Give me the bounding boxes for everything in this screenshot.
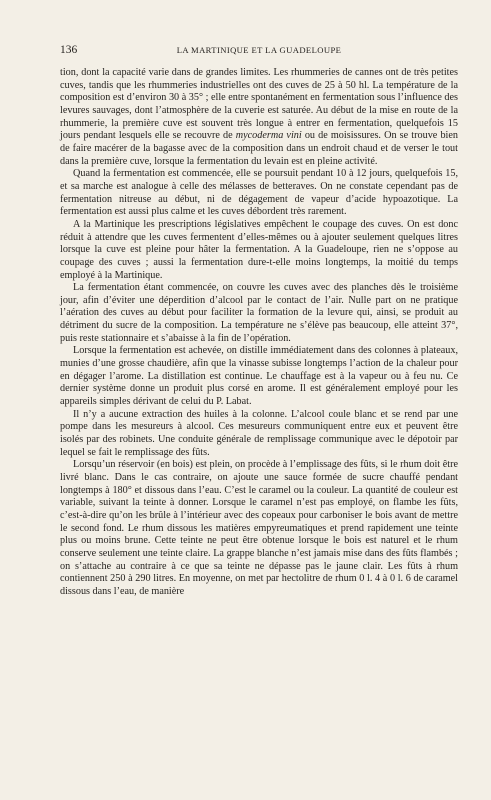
paragraph bbox=[60, 345, 458, 408]
paragraph bbox=[60, 219, 458, 282]
text-run: A la Martinique les prescriptions législatives empêchent le coupage des cuves. On est donc réduit à attendre que les cuves fermentent d’elles-mêmes ou à ajouter seulement quelques litres lorsque la cuve est pleine pour hâter la fermentation. A la Guadeloupe, rien ne s’oppose au coupage des cuves ; aussi la fermentation dure-t-elle moins longtemps, la moitié du temps employé à la Martinique. bbox=[60, 218, 458, 281]
italic-term: mycoderma vini bbox=[235, 130, 302, 142]
paragraph bbox=[60, 409, 458, 460]
running-title: LA MARTINIQUE ET LA GUADELOUPE bbox=[176, 45, 342, 55]
paragraph bbox=[60, 282, 458, 345]
text-run: La fermentation étant commencée, on couvre les cuves avec des planches dès le troisième jour, afin d’éviter une déperdition d’alcool par le contact de l’air. Nulle part on ne pratique l’aération des cuves au début pour faciliter la formation de la levure qui, ainsi, se produit au détriment du sucre de la composition. La température ne s’élève pas beaucoup, elle atteint 37°, puis reste stationnaire et s’abaisse à la fin de l’opération. bbox=[60, 282, 458, 344]
paragraph bbox=[60, 459, 458, 598]
page-number: 136 bbox=[60, 44, 78, 56]
text-run: Il n’y a aucune extraction des huiles à la colonne. L’alcool coule blanc et se rend par une pompe dans les mesureurs à alcool. Ces mesureurs communiquent entre eux et peuvent être isolés par des robinets. Une conduite générale de remplissage communique avec le dépotoir par lequel se fait le remplissage des fûts. bbox=[60, 408, 458, 458]
text-run: Lorsque la fermentation est achevée, on distille immédiatement dans des colonnes à plateaux, munies d’une grosse chaudière, afin que la vinasse subisse longtemps l’action de la chaleur pour en dégager l’arome. La distillation est continue. Le chauffage est à la vapeur ou à feu nu. Ce dernier système donne un produit plus corsé en arome. Il est généralement employé pour les appareils simples dérivant de celui du P. Labat. bbox=[60, 345, 458, 408]
body-text bbox=[60, 67, 458, 599]
text-run: Lorsqu’un réservoir (en bois) est plein, on procède à l’emplissage des fûts, si le rhum doit être livré blanc. Dans le cas contraire, on ajoute une sauce formée de sucre chauffé pendant longtemps à 180° et dissous dans l’eau. C’est le caramel ou la couleur. La quantité de couleur est variable, suivant la teinte à donner. Lorsque le caramel n’est pas employé, on flambe les fûts, c’est-à-dire qu’on les brûle à l’intérieur avec des copeaux pour carboniser le bois avant de mettre le second fond. Le rhum dissous les matières empyreumatiques et prend rapidement une teinte plus ou moins brune. Cette teinte ne peut être obtenue lorsque le bois est naturel et le rhum conserve seulement une teinte claire. La grappe blanche n’est jamais mise dans des fûts flambés ; on s’attache au contraire à ce que sa teinte ne dépasse pas le jaune clair. Les fûts à rhum contiennent 250 à 290 litres. En moyenne, on met par hectolitre de rhum 0 l. 4 à 0 l. 6 de caramel dissous dans l’eau, de manière bbox=[60, 459, 458, 597]
page-header bbox=[60, 43, 458, 57]
text-run: ou de moisissures. On se trouve bien de faire macérer de la bagasse avec de la composition dans un endroit chaud et de verser le tout dans la première cuve, lorsque la fermentation du levain est en pleine activité. bbox=[60, 130, 458, 167]
paragraph bbox=[60, 67, 458, 168]
text-run: Quand la fermentation est commencée, elle se poursuit pendant 10 à 12 jours, quelquefois 15, et sa marche est analogue à celle des mélasses de betteraves. On ne constate cependant pas de fermentation nitreuse au début, ni de dégagement de vapeur d’acide hypoazotique. La fermentation est aussi plus calme et les cuves débordent très rarement. bbox=[60, 168, 458, 218]
paragraph bbox=[60, 168, 458, 219]
text-run: tion, dont la capacité varie dans de grandes limites. Les rhummeries de cannes ont de très petites cuves, tandis que les rhummeries industrielles ont des cuves de 25 à 50 hl. La température de la composition est d’environ 30 à 35° ; elle entre spontanément en fermentation sous l’influence des levures sauvages, dont l’atmosphère de la cuverie est saturée. Au début de la mise en route de la rhummerie, la première cuve est souvent très longue à entrer en fermentation, quelquefois 15 jours pendant lesquels elle se recouvre de bbox=[60, 67, 458, 142]
